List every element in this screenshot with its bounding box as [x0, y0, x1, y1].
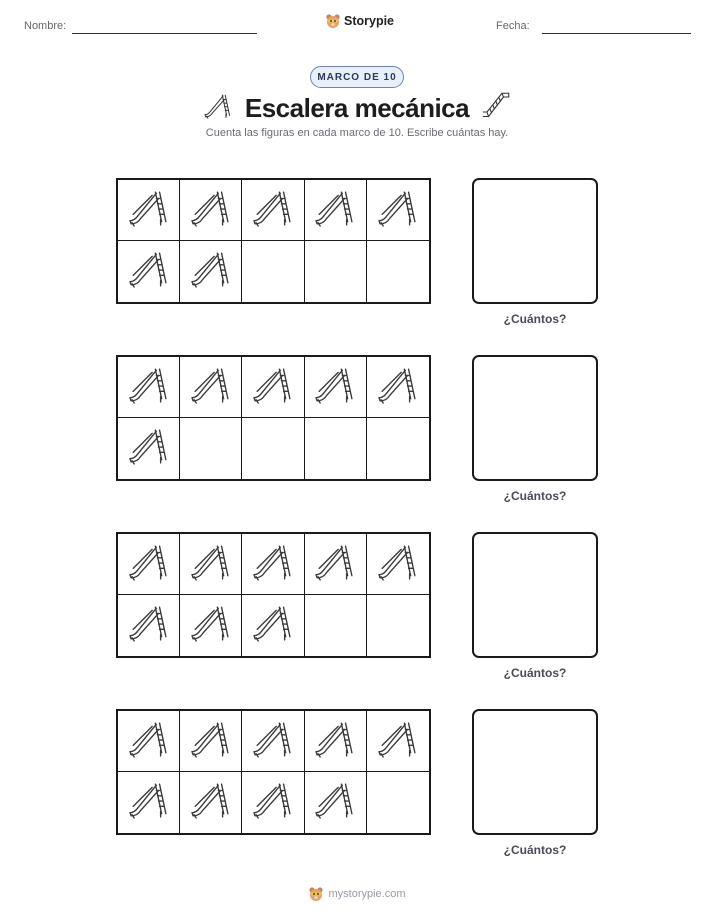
brand-name: Storypie: [344, 14, 395, 28]
filled-cell: [180, 772, 242, 833]
answer-label-1: ¿Cuántos?: [503, 312, 567, 326]
name-label: Nombre:: [24, 20, 67, 32]
brand-logo: [325, 13, 394, 29]
title-row: [0, 92, 714, 125]
filled-cell: [180, 534, 242, 595]
filled-cell: [367, 711, 429, 772]
filled-cell: [118, 357, 180, 418]
answer-label-4: ¿Cuántos?: [503, 843, 567, 857]
slide-icon: [313, 366, 357, 409]
filled-cell: [305, 772, 367, 833]
answer-box-2[interactable]: [472, 355, 598, 481]
filled-cell: [242, 772, 304, 833]
empty-cell: [180, 418, 242, 479]
answer-box-1[interactable]: [472, 178, 598, 304]
slide-icon: [127, 720, 171, 763]
empty-cell: [305, 241, 367, 302]
slide-icon: [189, 720, 233, 763]
slide-icon: [251, 781, 295, 824]
filled-cell: [242, 595, 304, 656]
slide-icon: [189, 189, 233, 232]
filled-cell: [367, 357, 429, 418]
slide-icon: [376, 543, 420, 586]
name-line[interactable]: [72, 33, 257, 34]
slide-icon: [376, 366, 420, 409]
filled-cell: [242, 534, 304, 595]
filled-cell: [367, 534, 429, 595]
filled-cell: [180, 711, 242, 772]
empty-cell: [305, 595, 367, 656]
footer: [0, 886, 714, 902]
slide-icon: [127, 543, 171, 586]
slide-icon: [251, 543, 295, 586]
empty-cell: [367, 418, 429, 479]
slide-icon: [127, 366, 171, 409]
empty-cell: [242, 241, 304, 302]
filled-cell: [242, 180, 304, 241]
filled-cell: [118, 241, 180, 302]
filled-cell: [305, 534, 367, 595]
answer-label-2: ¿Cuántos?: [503, 489, 567, 503]
answer-box-4[interactable]: [472, 709, 598, 835]
storypie-mascot-icon: [325, 13, 341, 29]
slide-icon: [313, 720, 357, 763]
slide-icon: [313, 781, 357, 824]
slide-icon: [127, 250, 171, 293]
date-line[interactable]: [542, 33, 691, 34]
empty-cell: [305, 418, 367, 479]
page-title: Escalera mecánica: [244, 93, 470, 123]
empty-cell: [242, 418, 304, 479]
filled-cell: [180, 180, 242, 241]
filled-cell: [118, 711, 180, 772]
filled-cell: [180, 595, 242, 656]
filled-cell: [118, 534, 180, 595]
instructions: Cuenta las figuras en cada marco de 10. Escribe cuántas hay.: [205, 127, 509, 139]
slide-icon: [127, 604, 171, 647]
ten-frame-2: [116, 355, 431, 481]
filled-cell: [180, 357, 242, 418]
slide-icon: [251, 720, 295, 763]
slide-icon: [313, 543, 357, 586]
filled-cell: [305, 357, 367, 418]
slide-icon: [376, 189, 420, 232]
filled-cell: [242, 357, 304, 418]
slide-icon: [189, 543, 233, 586]
slide-icon: [251, 366, 295, 409]
empty-cell: [367, 241, 429, 302]
filled-cell: [118, 595, 180, 656]
filled-cell: [305, 180, 367, 241]
filled-cell: [118, 180, 180, 241]
ten-frame-1: [116, 178, 431, 304]
slide-icon: [376, 720, 420, 763]
answer-box-3[interactable]: [472, 532, 598, 658]
filled-cell: [242, 711, 304, 772]
filled-cell: [305, 711, 367, 772]
slide-icon: [251, 189, 295, 232]
slide-icon: [189, 604, 233, 647]
filled-cell: [180, 241, 242, 302]
ten-frame-4: [116, 709, 431, 835]
slide-icon: [127, 427, 171, 470]
storypie-mascot-icon: [308, 886, 324, 902]
slide-icon: [313, 189, 357, 232]
answer-label-3: ¿Cuántos?: [503, 666, 567, 680]
empty-cell: [367, 595, 429, 656]
slide-icon: [127, 781, 171, 824]
filled-cell: [367, 180, 429, 241]
slide-icon: [251, 604, 295, 647]
filled-cell: [118, 772, 180, 833]
footer-url: mystorypie.com: [328, 888, 406, 900]
date-label: Fecha:: [496, 20, 530, 32]
slide-icon: [189, 366, 233, 409]
ten-frame-3: [116, 532, 431, 658]
topic-badge: MARCO DE 10: [310, 66, 404, 88]
filled-cell: [118, 418, 180, 479]
slide-icon: [203, 93, 233, 124]
escalator-icon: [481, 92, 511, 125]
slide-icon: [189, 250, 233, 293]
slide-icon: [127, 189, 171, 232]
empty-cell: [367, 772, 429, 833]
slide-icon: [189, 781, 233, 824]
